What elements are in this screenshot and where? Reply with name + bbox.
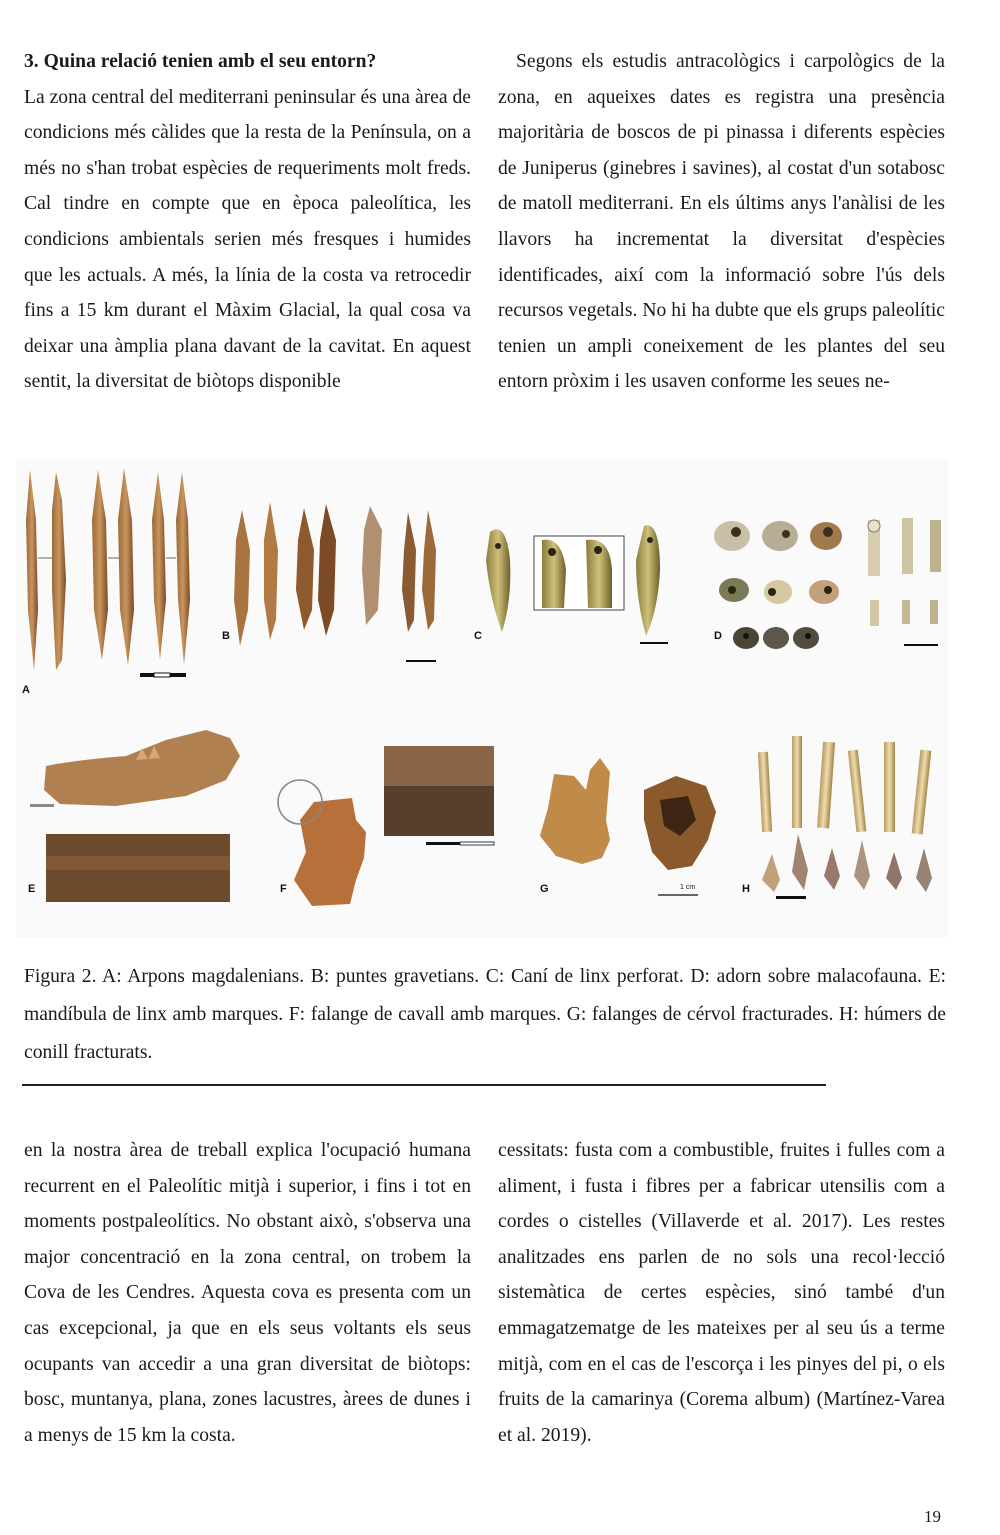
panel-d-shells xyxy=(714,518,941,649)
panel-c-teeth xyxy=(486,525,660,636)
scale-bar-d xyxy=(904,644,938,646)
panel-a-harpoons xyxy=(26,468,190,670)
text-column-bottom-right xyxy=(498,1133,945,1453)
section-heading: 3. Quina relació tenien amb el seu entorn? xyxy=(24,51,377,72)
panel-label-g: G xyxy=(540,883,549,895)
panel-g-deer-phalanges xyxy=(540,758,716,870)
scale-bar-e xyxy=(30,804,54,807)
scale-bar-g xyxy=(658,894,698,896)
panel-b-points xyxy=(234,502,436,646)
panel-label-d: D xyxy=(714,630,722,642)
separator-rule xyxy=(22,1084,826,1086)
scale-bar-b xyxy=(406,660,436,662)
page-number: 19 xyxy=(924,1507,941,1526)
panel-label-h: H xyxy=(742,883,750,895)
figure-caption: Figura 2. A: Arpons magdalenians. B: puntes gravetians. C: Caní de linx perforat. D: adorn sobre malacofauna. E: mandíbula de linx amb marques. F: falange de cavall amb marques. G: falanges de cérvol fracturades. H: húmers de conill fracturats. xyxy=(24,966,946,1063)
panel-f-phalanx xyxy=(278,746,494,906)
scale-text-g: 1 cm xyxy=(680,884,696,891)
paragraph-bottom-left: en la nostra àrea de treball explica l'ocupació humana recurrent en el Paleolític mitjà i superior, i fins i tot en moments postpaleolítics. No obstant això, s'observa una major concentració en la zona central, on trobem la Cova de les Cendres. Aquesta cova es presenta com un cas excepcional, ja que en els seus voltants els seus ocupants van accedir a una gran diversitat de biòtops: bosc, muntanya, plana, zones lacustres, àrees de dunes i a menys de 15 km la costa. xyxy=(24,1140,471,1446)
figure-2 xyxy=(16,460,948,938)
figure-artifacts-illustration xyxy=(16,460,948,938)
paragraph-top-right: Segons els estudis antracològics i carpològics de la zona, en aqueixes dates es registra una presència majoritària de boscos de pi pinassa i diferents espècies de Juniperus (ginebres i savines), al costat d'un sotabosc de matoll mediterrani. En els últims anys l'anàlisi de les llavors ha incrementat la diversitat d'espècies identificades, així com la informació sobre l'ús dels recursos vegetals. No hi ha dubte que els grups paleolític tenien un ampli coneixement de les plantes del seu entorn pròxim i les usaven conforme les seues ne- xyxy=(498,51,945,393)
scale-bar-h xyxy=(776,896,806,899)
panel-h-rabbit-humeri xyxy=(758,736,932,892)
panel-label-f: F xyxy=(280,883,287,895)
panel-label-a: A xyxy=(22,684,30,696)
text-column-bottom-left xyxy=(24,1133,471,1453)
paragraph-bottom-right: cessitats: fusta com a combustible, fruites i fulles com a aliment, i fusta i fibres per a fabricar utensilis com a cordes o cistelles (Villaverde et al. 2017). Les restes analitzades ens parlen de no sols una recol·lecció sistemàtica de certes espècies, sinó també d'un emmagatzematge de les mateixes per al seu ús a terme mitjà, com en el cas de l'escorça i les pinyes del pi, o els fruits de la camarinya (Corema album) (Martínez-Varea et al. 2019). xyxy=(498,1140,945,1446)
panel-label-e: E xyxy=(28,883,36,895)
panel-e-mandible xyxy=(44,730,240,902)
scale-bar-c xyxy=(640,642,668,644)
panel-label-c: C xyxy=(474,630,482,642)
paragraph-top-left: La zona central del mediterrani peninsular és una àrea de condicions més càlides que la resta de la Península, on a més no s'han trobat espècies de requeriments molt freds. Cal tindre en compte que en època paleolítica, les condicions ambientals serien més fresques i humides que les actuals. A més, la línia de la costa va retrocedir fins a 15 km durant el Màxim Glacial, la qual cosa va deixar una àmplia plana davant de la cavitat. En aquest sentit, la diversitat de biòtops disponible xyxy=(24,86,471,393)
panel-label-b: B xyxy=(222,630,230,642)
text-column-top-right xyxy=(498,44,945,400)
text-column-top-left xyxy=(24,44,471,400)
